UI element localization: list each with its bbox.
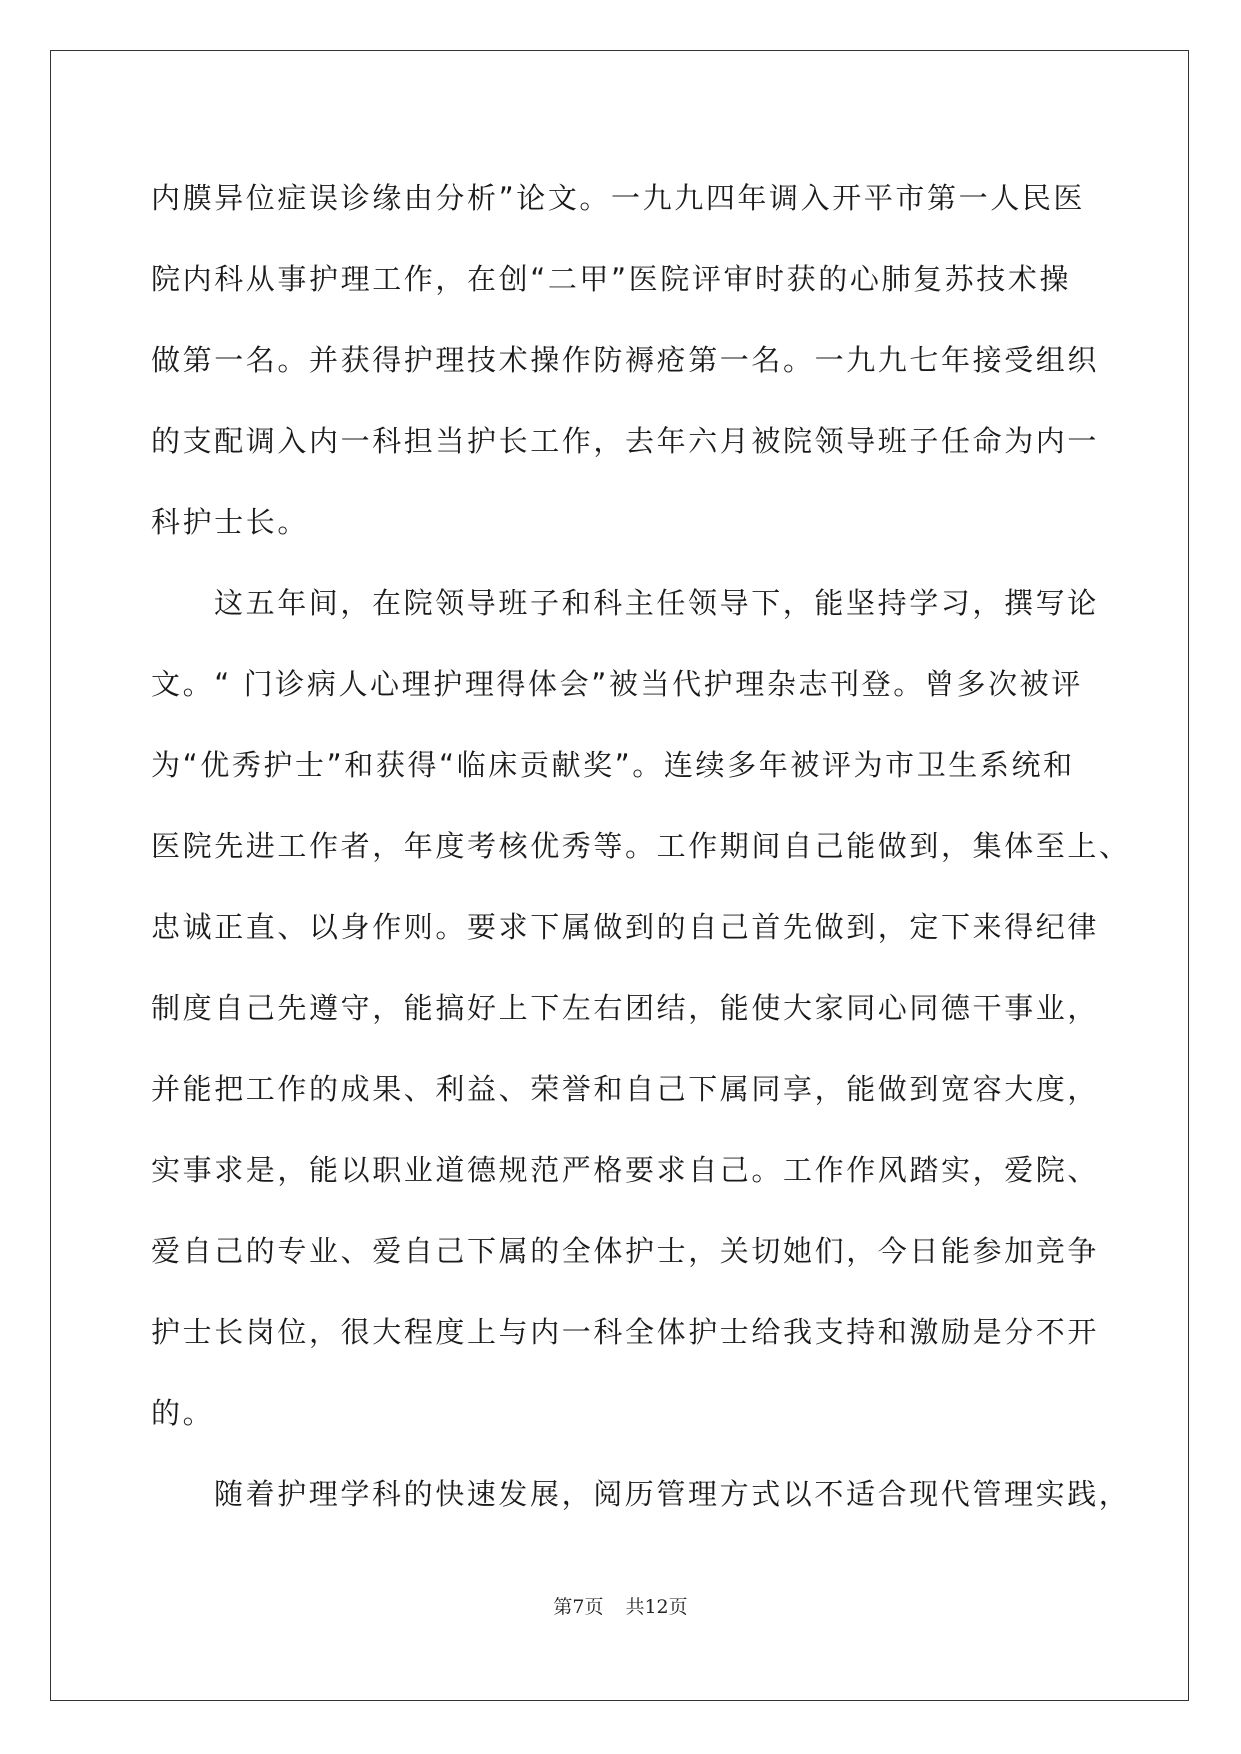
text-line: 并能把工作的成果、利益、荣誉和自己下属同享，能做到宽容大度， (151, 1072, 1100, 1106)
page-number: 第7页 (553, 1596, 604, 1618)
text-line: 做第一名。并获得护理技术操作防褥疮第一名。一九九七年接受组织 (151, 343, 1100, 377)
text-line: 护士长岗位，很大程度上与内一科全体护士给我支持和激励是分不开 (151, 1315, 1100, 1349)
page-total: 共12页 (625, 1596, 688, 1618)
text-line: 制度自己先遵守，能搞好上下左右团结，能使大家同心同德干事业， (151, 991, 1100, 1025)
text-line: 忠诚正直、以身作则。要求下属做到的自己首先做到，定下来得纪律 (151, 910, 1100, 944)
paragraph-start-line: 这五年间，在院领导班子和科主任领导下，能坚持学习，撰写论 (214, 586, 1099, 620)
text-line: 的支配调入内一科担当护长工作，去年六月被院领导班子任命为内一 (151, 424, 1100, 458)
paragraph-start-line: 随着护理学科的快速发展，阅历管理方式以不适合现代管理实践， (214, 1477, 1131, 1511)
document-body (151, 158, 1131, 1535)
page-footer (0, 1592, 1241, 1619)
text-line: 院内科从事护理工作，在创“二甲”医院评审时获的心肺复苏技术操 (151, 262, 1072, 296)
text-line: 实事求是，能以职业道德规范严格要求自己。工作作风踏实，爱院、 (151, 1153, 1100, 1187)
text-line: 文。“ 门诊病人心理护理得体会”被当代护理杂志刊登。曾多次被评 (151, 667, 1083, 701)
text-line: 爱自己的专业、爱自己下属的全体护士，关切她们，今日能参加竞争 (151, 1234, 1100, 1268)
text-line: 内膜异位症误诊缘由分析”论文。一九九四年调入开平市第一人民医 (151, 181, 1086, 215)
text-line: 医院先进工作者，年度考核优秀等。工作期间自己能做到，集体至上、 (151, 829, 1131, 863)
text-line: 科护士长。 (151, 505, 310, 539)
text-line: 为“优秀护士”和获得“临床贡献奖”。连续多年被评为市卫生系统和 (151, 748, 1075, 782)
text-line: 的。 (151, 1396, 215, 1430)
